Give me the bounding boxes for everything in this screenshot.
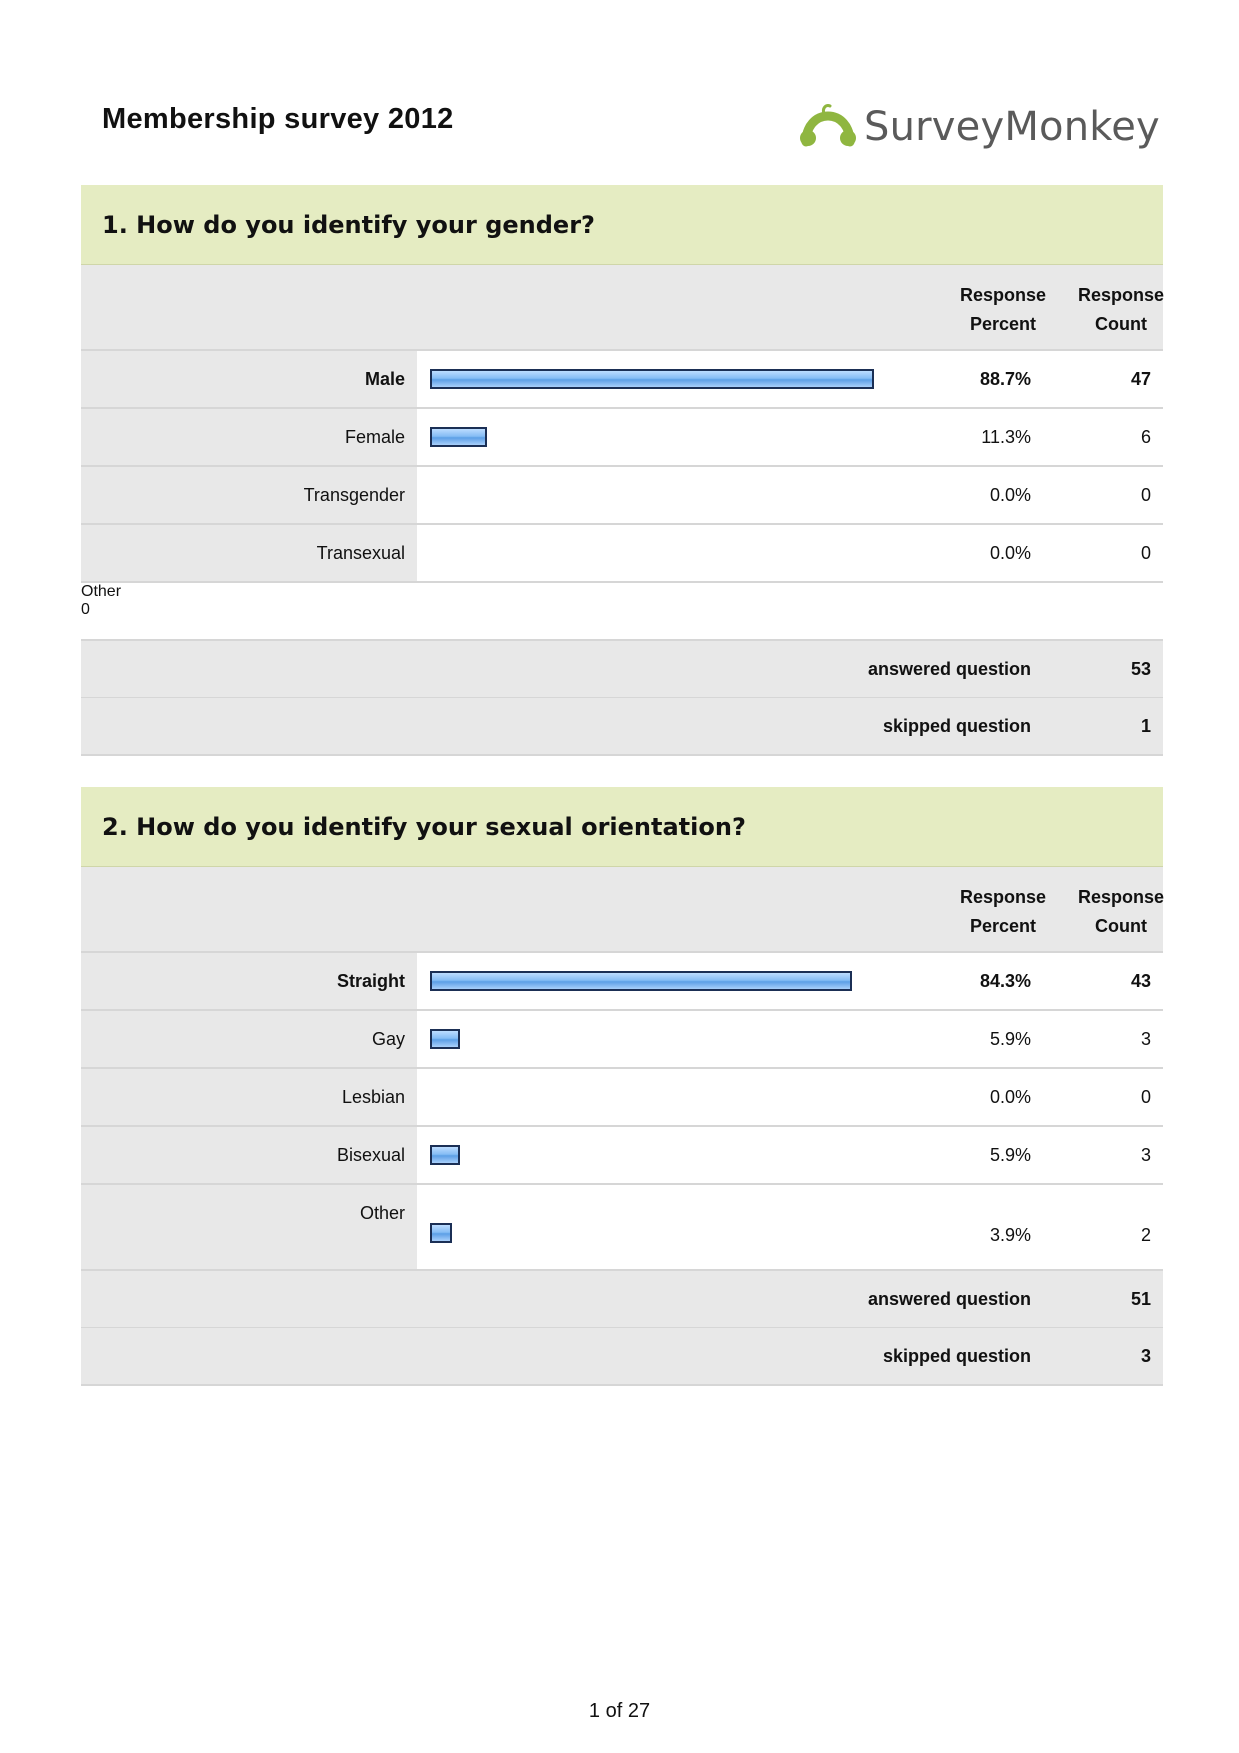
- skipped-value: 1: [1140, 716, 1151, 736]
- skipped-value: 3: [1140, 1346, 1151, 1366]
- answer-row: [81, 1127, 1163, 1185]
- column-headers: [81, 265, 1163, 351]
- response-percent: 0.0%: [989, 485, 1031, 505]
- response-count: 47: [1130, 369, 1151, 389]
- surveymonkey-logo: [800, 100, 1160, 152]
- answer-row: [81, 351, 1163, 409]
- answer-row: [81, 953, 1163, 1011]
- response-count: 0: [1140, 1087, 1151, 1107]
- response-bar: [430, 1029, 460, 1049]
- response-count: 3: [1140, 1145, 1151, 1165]
- response-count-header: Response Count: [1077, 887, 1165, 936]
- answer-row: [81, 525, 1163, 583]
- response-percent: 88.7%: [979, 369, 1031, 389]
- answer-label: Transgender: [303, 485, 405, 505]
- answer-label: Bisexual: [336, 1145, 405, 1165]
- response-count: 6: [1140, 427, 1151, 447]
- response-count: 43: [1130, 971, 1151, 991]
- response-percent: 84.3%: [979, 971, 1031, 991]
- response-count: 3: [1140, 1029, 1151, 1049]
- response-bar: [430, 1223, 452, 1243]
- answer-row: [81, 1011, 1163, 1069]
- response-count: 0: [1140, 543, 1151, 563]
- skipped-row: [81, 698, 1163, 756]
- answered-row: [81, 1271, 1163, 1328]
- other-row: [81, 583, 1163, 641]
- response-percent: 3.9%: [989, 1225, 1031, 1245]
- response-percent: 5.9%: [989, 1029, 1031, 1049]
- answer-row: [81, 1069, 1163, 1127]
- page-number: 1 of 27: [588, 1700, 651, 1722]
- response-bar: [430, 971, 852, 991]
- skipped-label: skipped question: [882, 716, 1031, 736]
- response-percent: 0.0%: [989, 1087, 1031, 1107]
- answer-label-cell: [81, 1127, 417, 1183]
- answered-label: answered question: [867, 1289, 1031, 1309]
- response-count: 0: [1140, 485, 1151, 505]
- answered-label: answered question: [867, 659, 1031, 679]
- answer-row: [81, 467, 1163, 525]
- answer-label-cell: [81, 1011, 417, 1067]
- answer-row: [81, 409, 1163, 467]
- response-percent-header: Response Percent: [959, 887, 1047, 936]
- answer-label-cell: [81, 351, 417, 407]
- answered-value: 53: [1130, 659, 1151, 679]
- question-2-title: 2. How do you identify your sexual orientation?: [81, 787, 1163, 867]
- answer-label-cell: [81, 467, 417, 523]
- answer-label-cell: [81, 1185, 417, 1269]
- question-2-section: [81, 787, 1163, 1386]
- response-count: 2: [1140, 1225, 1151, 1245]
- answer-label: Other: [359, 1203, 405, 1223]
- answer-label: Transexual: [316, 543, 405, 563]
- response-bar: [430, 427, 487, 447]
- answered-row: [81, 641, 1163, 698]
- skipped-label: skipped question: [882, 1346, 1031, 1366]
- answer-label: Female: [344, 427, 405, 447]
- answer-row: [81, 1185, 1163, 1271]
- response-count-header: Response Count: [1077, 285, 1165, 334]
- answer-label-cell: [81, 1069, 417, 1125]
- monkey-logo-icon: [800, 102, 856, 150]
- response-percent: 5.9%: [989, 1145, 1031, 1165]
- response-percent: 11.3%: [981, 427, 1031, 447]
- column-headers: [81, 867, 1163, 953]
- answer-label-cell: [81, 525, 417, 581]
- answer-label: Lesbian: [341, 1087, 405, 1107]
- answer-label-cell: [81, 953, 417, 1009]
- response-bar: [430, 1145, 460, 1165]
- question-1-section: [81, 185, 1163, 756]
- logo-text: SurveyMonkey: [864, 104, 1160, 150]
- other-label: Other: [81, 583, 122, 600]
- answer-label: Straight: [336, 971, 405, 991]
- answer-label-cell: [81, 409, 417, 465]
- answer-label: Gay: [371, 1029, 405, 1049]
- response-bar: [430, 369, 874, 389]
- answer-label: Male: [364, 369, 405, 389]
- other-count: 0: [81, 601, 90, 618]
- skipped-row: [81, 1328, 1163, 1386]
- response-percent: 0.0%: [989, 543, 1031, 563]
- question-1-title: 1. How do you identify your gender?: [81, 185, 1163, 265]
- page-title: Membership survey 2012: [102, 103, 454, 135]
- response-percent-header: Response Percent: [959, 285, 1047, 334]
- answered-value: 51: [1130, 1289, 1151, 1309]
